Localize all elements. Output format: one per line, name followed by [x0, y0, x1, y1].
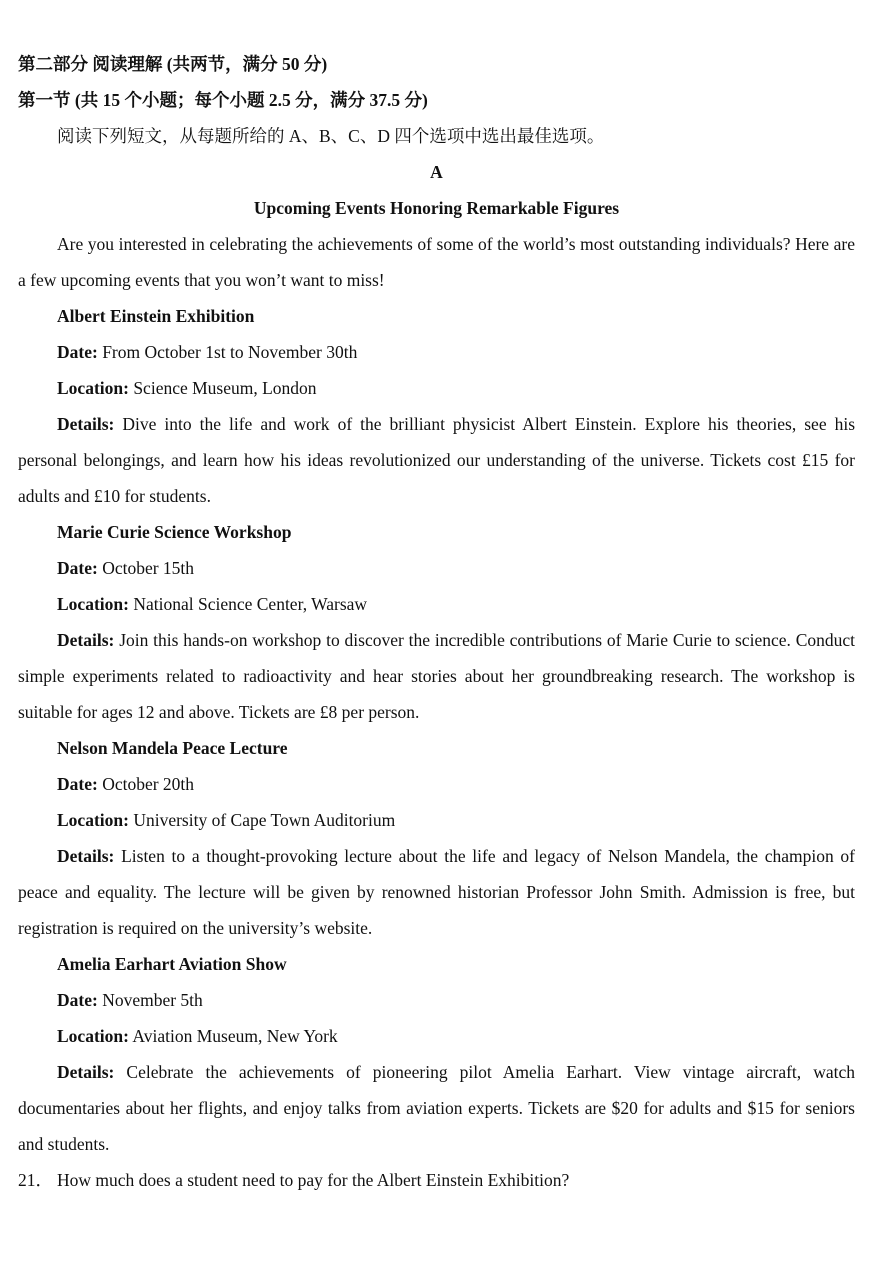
event-date [18, 550, 855, 586]
event-name: Nelson Mandela Peace Lecture [57, 738, 288, 758]
details-label: Details: [57, 630, 115, 650]
event-block [18, 514, 855, 730]
details-label: Details: [57, 846, 115, 866]
event-name: Marie Curie Science Workshop [57, 522, 292, 542]
event-details [18, 1054, 855, 1162]
event-block [18, 730, 855, 946]
event-location [18, 586, 855, 622]
part-title: 第二部分 阅读理解 (共两节，满分 50 分) [18, 54, 328, 74]
date-label: Date: [57, 558, 98, 578]
date-label: Date: [57, 990, 98, 1010]
question-21 [18, 1162, 855, 1198]
event-date [18, 766, 855, 802]
passage-intro: Are you interested in celebrating the achievements of some of the world’s most outstanding individuals? Here are a few upcoming events that you won’t want to miss! [18, 234, 855, 290]
details-label: Details: [57, 414, 115, 434]
event-block [18, 298, 855, 514]
event-name: Albert Einstein Exhibition [57, 306, 255, 326]
event-block [18, 946, 855, 1162]
location-value: Science Museum, London [133, 378, 317, 398]
event-name: Amelia Earhart Aviation Show [57, 954, 287, 974]
event-details [18, 406, 855, 514]
passage-title: Upcoming Events Honoring Remarkable Figures [253, 198, 620, 218]
location-value: Aviation Museum, New York [132, 1026, 338, 1046]
question-text: How much does a student need to pay for the Albert Einstein Exhibition? [57, 1170, 570, 1190]
event-date [18, 334, 855, 370]
page-content [18, 46, 855, 1198]
passage-letter: A [430, 162, 443, 182]
location-value: University of Cape Town Auditorium [133, 810, 396, 830]
date-value: October 20th [102, 774, 195, 794]
question-number: 21． [18, 1170, 53, 1190]
section-title: 第一节 (共 15 个小题；每个小题 2.5 分，满分 37.5 分) [18, 90, 428, 110]
details-value: Listen to a thought-provoking lecture about the life and legacy of Nelson Mandela, the champion of peace and equality. The lecture will be given by renowned historian Professor John Smith. Admission is free, but registration is required on the university’s website. [18, 846, 855, 938]
date-value: November 5th [102, 990, 203, 1010]
location-label: Location: [57, 378, 129, 398]
event-date [18, 982, 855, 1018]
event-location [18, 802, 855, 838]
event-location [18, 1018, 855, 1054]
date-value: From October 1st to November 30th [102, 342, 358, 362]
details-value: Celebrate the achievements of pioneering pilot Amelia Earhart. View vintage aircraft, watch documentaries about her flights, and enjoy talks from aviation experts. Tickets are $20 for adults and $15 for seniors and students. [18, 1062, 855, 1154]
details-value: Join this hands-on workshop to discover the incredible contributions of Marie Curie to science. Conduct simple experiments related to radioactivity and hear stories about her groundbreaking research. The workshop is suitable for ages 12 and above. Tickets are £8 per person. [18, 630, 855, 722]
date-value: October 15th [102, 558, 195, 578]
date-label: Date: [57, 774, 98, 794]
details-label: Details: [57, 1062, 115, 1082]
instruction: 阅读下列短文，从每题所给的 A、B、C、D 四个选项中选出最佳选项。 [57, 126, 605, 146]
location-label: Location: [57, 594, 129, 614]
event-details [18, 838, 855, 946]
location-label: Location: [57, 810, 129, 830]
location-value: National Science Center, Warsaw [133, 594, 368, 614]
event-location [18, 370, 855, 406]
details-value: Dive into the life and work of the brilliant physicist Albert Einstein. Explore his theories, see his personal belongings, and learn how his ideas revolutionized our understanding of the universe. Tickets cost £15 for adults and £10 for students. [18, 414, 856, 506]
date-label: Date: [57, 342, 98, 362]
location-label: Location: [57, 1026, 129, 1046]
event-details [18, 622, 855, 730]
